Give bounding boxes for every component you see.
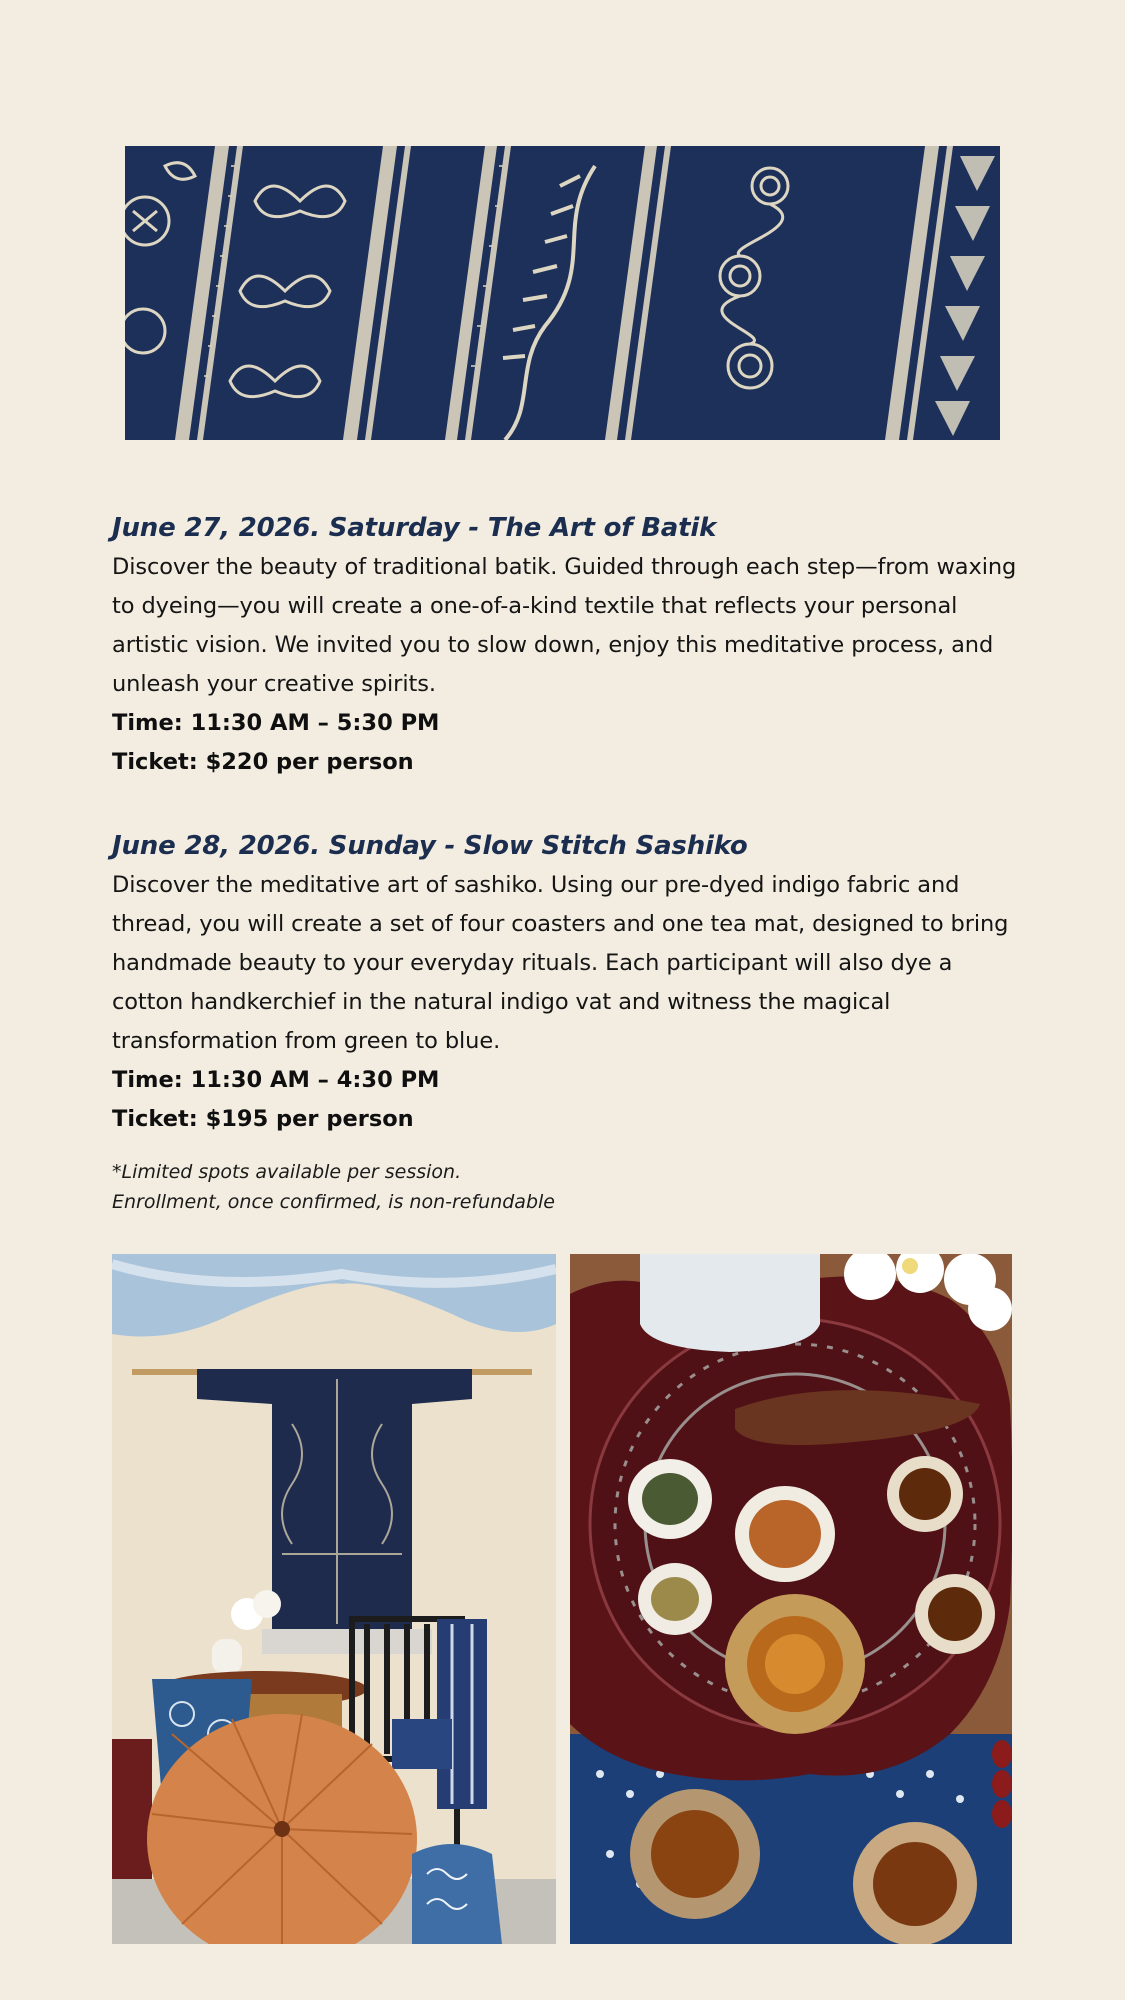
event-time: Time: 11:30 AM – 4:30 PM xyxy=(112,1067,440,1093)
event-sashiko xyxy=(112,826,1017,1139)
event-title: June 28, 2026. Sunday - Slow Stitch Sashiko xyxy=(112,831,748,861)
event-ticket: Ticket: $195 per person xyxy=(112,1106,414,1132)
event-batik xyxy=(112,508,1017,782)
tea-tray-illustration xyxy=(570,1254,1012,1944)
photo-tea-tray xyxy=(570,1254,1012,1944)
note-non-refundable: Enrollment, once confirmed, is non-refundable xyxy=(112,1191,555,1213)
event-description: Discover the beauty of traditional batik. Guided through each step—from waxing to dyeing—you will create a one-of-a-kind textile that reflects your personal artistic vision. We invited you to slow down, enjoy this meditative process, and unleash your creative spirits. xyxy=(112,554,1017,697)
event-time: Time: 11:30 AM – 5:30 PM xyxy=(112,710,440,736)
photo-indigo-robe-room xyxy=(112,1254,556,1944)
hero-batik-image xyxy=(125,146,1000,440)
event-title: June 27, 2026. Saturday - The Art of Batik xyxy=(112,513,717,543)
event-description: Discover the meditative art of sashiko. Using our pre-dyed indigo fabric and thread, you will create a set of four coasters and one tea mat, designed to bring handmade beauty to your everyday rituals. Each participant will also dye a cotton handkerchief in the natural indigo vat and witness the magical transformation from green to blue. xyxy=(112,872,1009,1054)
event-ticket: Ticket: $220 per person xyxy=(112,749,414,775)
enrollment-notes xyxy=(112,1157,1017,1217)
batik-pattern-illustration xyxy=(125,146,1000,440)
note-limited-spots: *Limited spots available per session. xyxy=(112,1161,462,1183)
robe-room-illustration xyxy=(112,1254,556,1944)
